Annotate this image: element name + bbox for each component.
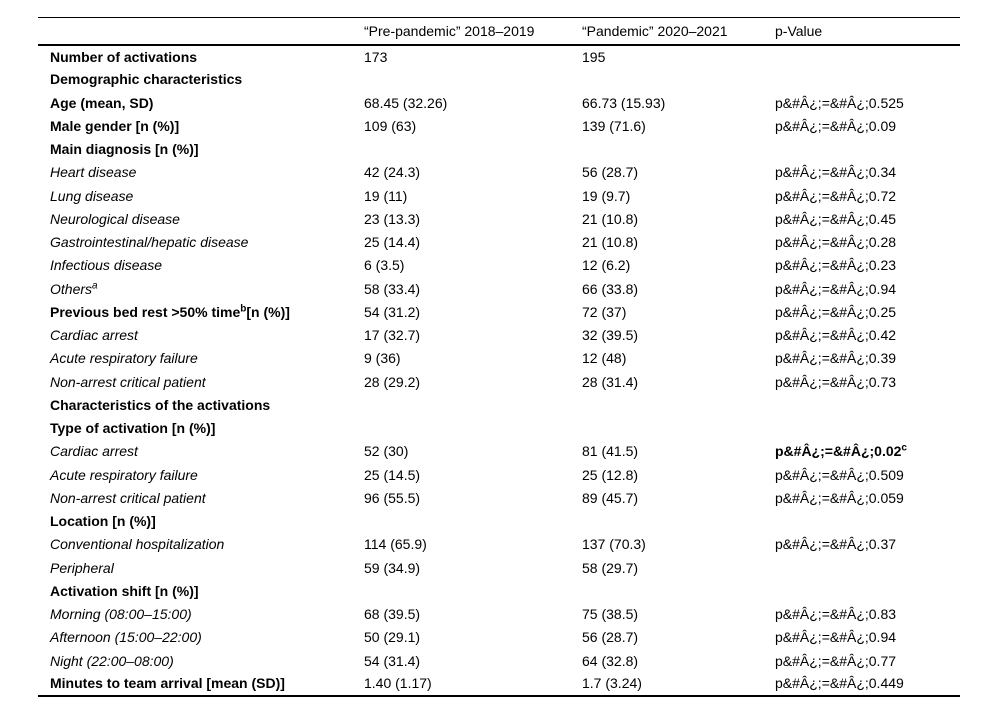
prepandemic-value: 1.40 (1.17) [364,675,432,692]
row-label-text: Previous bed rest >50% time [50,303,241,320]
prepandemic-value [364,579,582,602]
p-value-text: p&#Â¿;=&#Â¿;0.83 [775,606,897,623]
prepandemic-value: 54 (31.4) [364,652,421,669]
p-value [775,231,960,254]
row-label [38,207,364,230]
pandemic-value: 32 (39.5) [582,327,639,344]
prepandemic-value: 6 (3.5) [364,257,405,274]
row-label [38,254,364,277]
footnote-marker: b [240,303,247,315]
row-label [38,556,364,579]
row-label [38,417,364,440]
p-value-text: p&#Â¿;=&#Â¿;0.09 [775,117,897,134]
p-value [775,556,960,579]
row-label [38,184,364,207]
p-value [775,161,960,184]
table-row [38,533,960,556]
comparison-table [38,17,960,697]
prepandemic-value [364,393,582,416]
p-value [775,184,960,207]
p-value-text: p&#Â¿;=&#Â¿;0.45 [775,210,897,227]
p-value [775,347,960,370]
p-value [775,68,960,91]
row-label-text: Lung disease [50,187,134,204]
table-row [38,556,960,579]
p-value-text: p&#Â¿;=&#Â¿;0.525 [775,94,904,111]
p-value-text: p&#Â¿;=&#Â¿;0.73 [775,373,897,390]
row-label-text: Morning (08:00–15:00) [50,606,192,623]
prepandemic-value: 59 (34.9) [364,559,421,576]
prepandemic-value: 9 (36) [364,350,401,367]
p-value [775,207,960,230]
p-value [775,463,960,486]
footnote-marker: a [92,279,98,291]
p-value [775,603,960,626]
row-label-text: Age (mean, SD) [50,94,154,111]
p-value [775,393,960,416]
row-label [38,510,364,533]
p-value [775,114,960,137]
row-label-text: Gastrointestinal/hepatic disease [50,234,249,251]
prepandemic-value: 114 (65.9) [364,536,427,553]
pandemic-value: 195 [582,48,606,65]
pandemic-value: 81 (41.5) [582,443,639,460]
row-label-text: Cardiac arrest [50,327,138,344]
row-label-text: Non-arrest critical patient [50,489,206,506]
row-label-text: Heart disease [50,164,137,181]
pandemic-value: 89 (45.7) [582,489,639,506]
row-label-text: Minutes to team arrival [mean (SD)] [50,675,285,692]
p-value-text: p&#Â¿;=&#Â¿;0.72 [775,187,897,204]
row-label-text: Main diagnosis [n (%)] [50,141,199,158]
prepandemic-value: 19 (11) [364,187,408,204]
p-value-text: p&#Â¿;=&#Â¿;0.23 [775,257,897,274]
p-value [775,45,960,68]
row-label-text: Characteristics of the activations [50,396,271,413]
prepandemic-value [364,138,582,161]
row-label-text: Acute respiratory failure [50,466,198,483]
table-row [38,300,960,323]
prepandemic-value [364,417,582,440]
row-label-text: Cardiac arrest [50,443,138,460]
table-row [38,626,960,649]
table-row [38,370,960,393]
row-label [38,440,364,463]
prepandemic-value: 23 (13.3) [364,210,421,227]
row-label [38,347,364,370]
p-value-text: p&#Â¿;=&#Â¿;0.25 [775,303,897,320]
p-value [775,486,960,509]
row-label-text: Acute respiratory failure [50,350,198,367]
p-value [775,254,960,277]
row-label-text: Conventional hospitalization [50,536,225,553]
table-row [38,463,960,486]
row-label-text: Night (22:00–08:00) [50,652,174,669]
pandemic-value: 58 (29.7) [582,559,639,576]
table-row [38,649,960,672]
row-label [38,138,364,161]
table-row [38,347,960,370]
table-row [38,45,960,68]
table-row [38,486,960,509]
row-label [38,300,364,323]
pandemic-value: 66.73 (15.93) [582,94,666,111]
pandemic-value [582,68,775,91]
p-value-text: p&#Â¿;=&#Â¿;0.28 [775,234,897,251]
row-label-text: Infectious disease [50,257,163,274]
row-label [38,91,364,114]
prepandemic-value: 96 (55.5) [364,489,421,506]
row-label-text: Non-arrest critical patient [50,373,206,390]
row-label-text: Activation shift [n (%)] [50,582,199,599]
p-value-text: p&#Â¿;=&#Â¿;0.37 [775,536,897,553]
table-row [38,603,960,626]
row-label [38,231,364,254]
p-value-text: p&#Â¿;=&#Â¿;0.059 [775,489,904,506]
row-label-text: Afternoon (15:00–22:00) [50,629,202,646]
pandemic-value [582,393,775,416]
row-label [38,463,364,486]
p-value-text: p&#Â¿;=&#Â¿;0.39 [775,350,897,367]
p-value-text: p&#Â¿;=&#Â¿;0.77 [775,652,897,669]
table-row [38,254,960,277]
header-prepandemic: “Pre-pandemic” 2018–2019 [364,18,582,45]
pandemic-value: 139 (71.6) [582,117,646,134]
prepandemic-value: 68 (39.5) [364,606,421,623]
pandemic-value: 75 (38.5) [582,606,639,623]
row-label [38,533,364,556]
row-label-text: Demographic characteristics [50,71,243,88]
row-label-text: Others [50,280,93,297]
row-label-text: Peripheral [50,559,114,576]
prepandemic-value: 68.45 (32.26) [364,94,448,111]
pandemic-value: 25 (12.8) [582,466,639,483]
table-row [38,207,960,230]
pandemic-value: 137 (70.3) [582,536,646,553]
prepandemic-value: 54 (31.2) [364,303,421,320]
p-value [775,300,960,323]
table-row [38,114,960,137]
p-value [775,510,960,533]
pandemic-value [582,417,775,440]
row-label-text: Neurological disease [50,210,180,227]
table-row [38,184,960,207]
table-header [38,18,960,45]
table-row [38,672,960,695]
table-row [38,440,960,463]
p-value [775,626,960,649]
row-label [38,626,364,649]
table-row [38,138,960,161]
row-label [38,324,364,347]
row-label [38,277,364,300]
prepandemic-value: 58 (33.4) [364,280,421,297]
header-empty-cell [38,18,364,45]
prepandemic-value: 173 [364,48,388,65]
table-row [38,161,960,184]
table-row [38,277,960,300]
table-row [38,579,960,602]
table-row [38,231,960,254]
p-value-text: p&#Â¿;=&#Â¿;0.34 [775,164,897,181]
row-label [38,45,364,68]
pandemic-value: 12 (6.2) [582,257,631,274]
pandemic-value: 72 (37) [582,303,627,320]
table-body [38,45,960,696]
header-row [38,18,960,45]
pandemic-value: 21 (10.8) [582,234,639,251]
row-label [38,579,364,602]
p-value [775,649,960,672]
p-value-text: p&#Â¿;=&#Â¿;0.509 [775,466,904,483]
p-value [775,533,960,556]
row-label-suffix: [n (%)] [246,303,290,320]
p-value [775,91,960,114]
pandemic-value: 19 (9.7) [582,187,631,204]
prepandemic-value: 25 (14.5) [364,466,421,483]
p-value [775,440,960,463]
row-label [38,68,364,91]
p-value [775,579,960,602]
pandemic-value: 64 (32.8) [582,652,639,669]
p-value-text: p&#Â¿;=&#Â¿;0.449 [775,675,904,692]
pandemic-value [582,579,775,602]
table-row [38,324,960,347]
prepandemic-value: 42 (24.3) [364,164,421,181]
pandemic-value: 56 (28.7) [582,164,639,181]
pandemic-value [582,510,775,533]
pandemic-value: 56 (28.7) [582,629,639,646]
row-label [38,649,364,672]
pandemic-value: 1.7 (3.24) [582,675,642,692]
footnote-marker: c [901,442,907,454]
row-label [38,672,364,695]
p-value-text: p&#Â¿;=&#Â¿;0.94 [775,280,897,297]
p-value-text: p&#Â¿;=&#Â¿;0.02 [775,443,902,460]
table-row [38,393,960,416]
p-value [775,277,960,300]
prepandemic-value: 50 (29.1) [364,629,421,646]
prepandemic-value: 52 (30) [364,443,409,460]
row-label [38,114,364,137]
pandemic-value: 66 (33.8) [582,280,639,297]
row-label-text: Type of activation [n (%)] [50,420,216,437]
p-value-text: p&#Â¿;=&#Â¿;0.42 [775,327,897,344]
row-label [38,161,364,184]
pandemic-value: 28 (31.4) [582,373,639,390]
prepandemic-value: 25 (14.4) [364,234,421,251]
pandemic-value: 12 (48) [582,350,627,367]
table-row [38,68,960,91]
row-label [38,370,364,393]
p-value [775,138,960,161]
prepandemic-value [364,68,582,91]
prepandemic-value [364,510,582,533]
prepandemic-value: 109 (63) [364,117,417,134]
p-value [775,324,960,347]
p-value [775,672,960,695]
p-value-text: p&#Â¿;=&#Â¿;0.94 [775,629,897,646]
row-label-text: Male gender [n (%)] [50,117,180,134]
table-row [38,510,960,533]
row-label [38,393,364,416]
pandemic-value: 21 (10.8) [582,210,639,227]
p-value [775,417,960,440]
pandemic-value [582,138,775,161]
header-pvalue: p-Value [775,18,960,45]
prepandemic-value: 17 (32.7) [364,327,421,344]
p-value [775,370,960,393]
row-label-text: Number of activations [50,48,198,65]
table-row [38,417,960,440]
comparison-table-container [38,17,960,697]
prepandemic-value: 28 (29.2) [364,373,421,390]
row-label [38,603,364,626]
row-label-text: Location [n (%)] [50,513,156,530]
table-row [38,91,960,114]
row-label [38,486,364,509]
header-pandemic: “Pandemic” 2020–2021 [582,18,775,45]
